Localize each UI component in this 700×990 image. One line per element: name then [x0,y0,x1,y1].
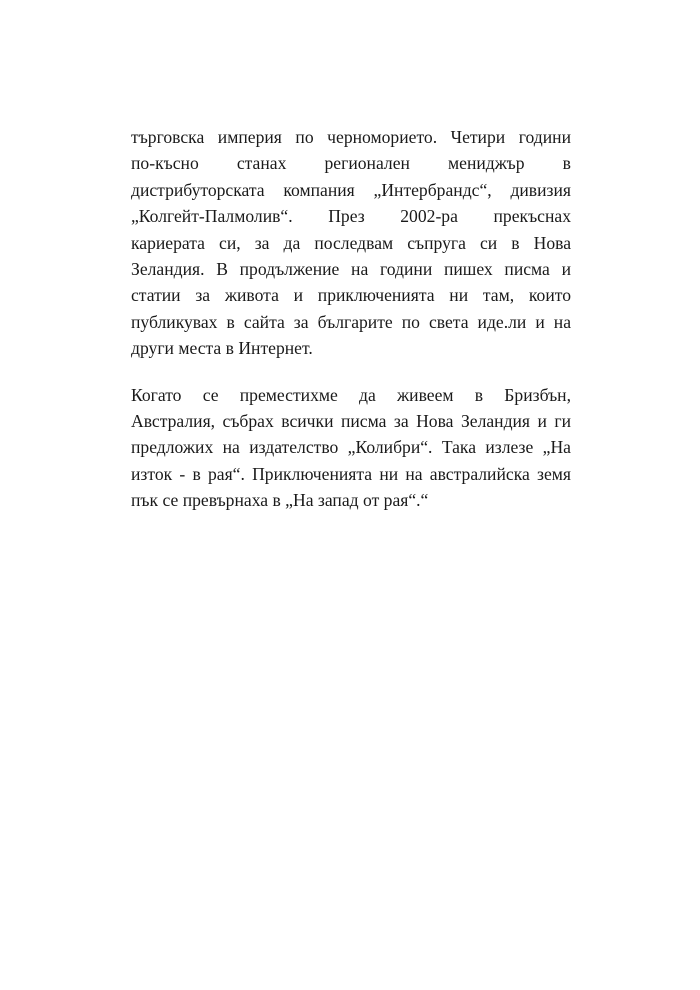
text-line: други места в Интернет. [131,338,313,359]
text-line: дистрибуторската компания „Интербрандс“, дивизия [131,179,571,200]
text-line: „Колгейт-Палмолив“. През 2002-ра прекъснах [131,206,571,227]
text-line: търговска империя по черноморието. Четири години [131,127,571,147]
paragraph-2 [131,382,571,514]
text-line: кариерата си, за да последвам съпруга си в Нова [131,232,571,253]
text-line: предложих на издателство „Колибри“. Така излезе „На [131,437,571,458]
text-line: Австралия, събрах всички писма за Нова Зеландия и ги [131,410,571,431]
text-line: Когато се преместихме да живеем в Бризбън, [131,384,571,405]
paragraph-1 [131,124,571,362]
body-text [131,124,571,513]
text-line: статии за живота и приключенията ни там, които [131,285,571,306]
text-line: изток - в рая“. Приключенията ни на австралийска земя [131,463,571,484]
text-line: по-късно станах регионален мениджър в [131,153,571,174]
text-line: Зеландия. В продължение на години пишех писма и [131,258,571,279]
text-line: публикувах в сайта за българите по света иде.ли и на [131,311,571,332]
text-line: пък се превърнаха в „На запад от рая“.“ [131,490,429,511]
